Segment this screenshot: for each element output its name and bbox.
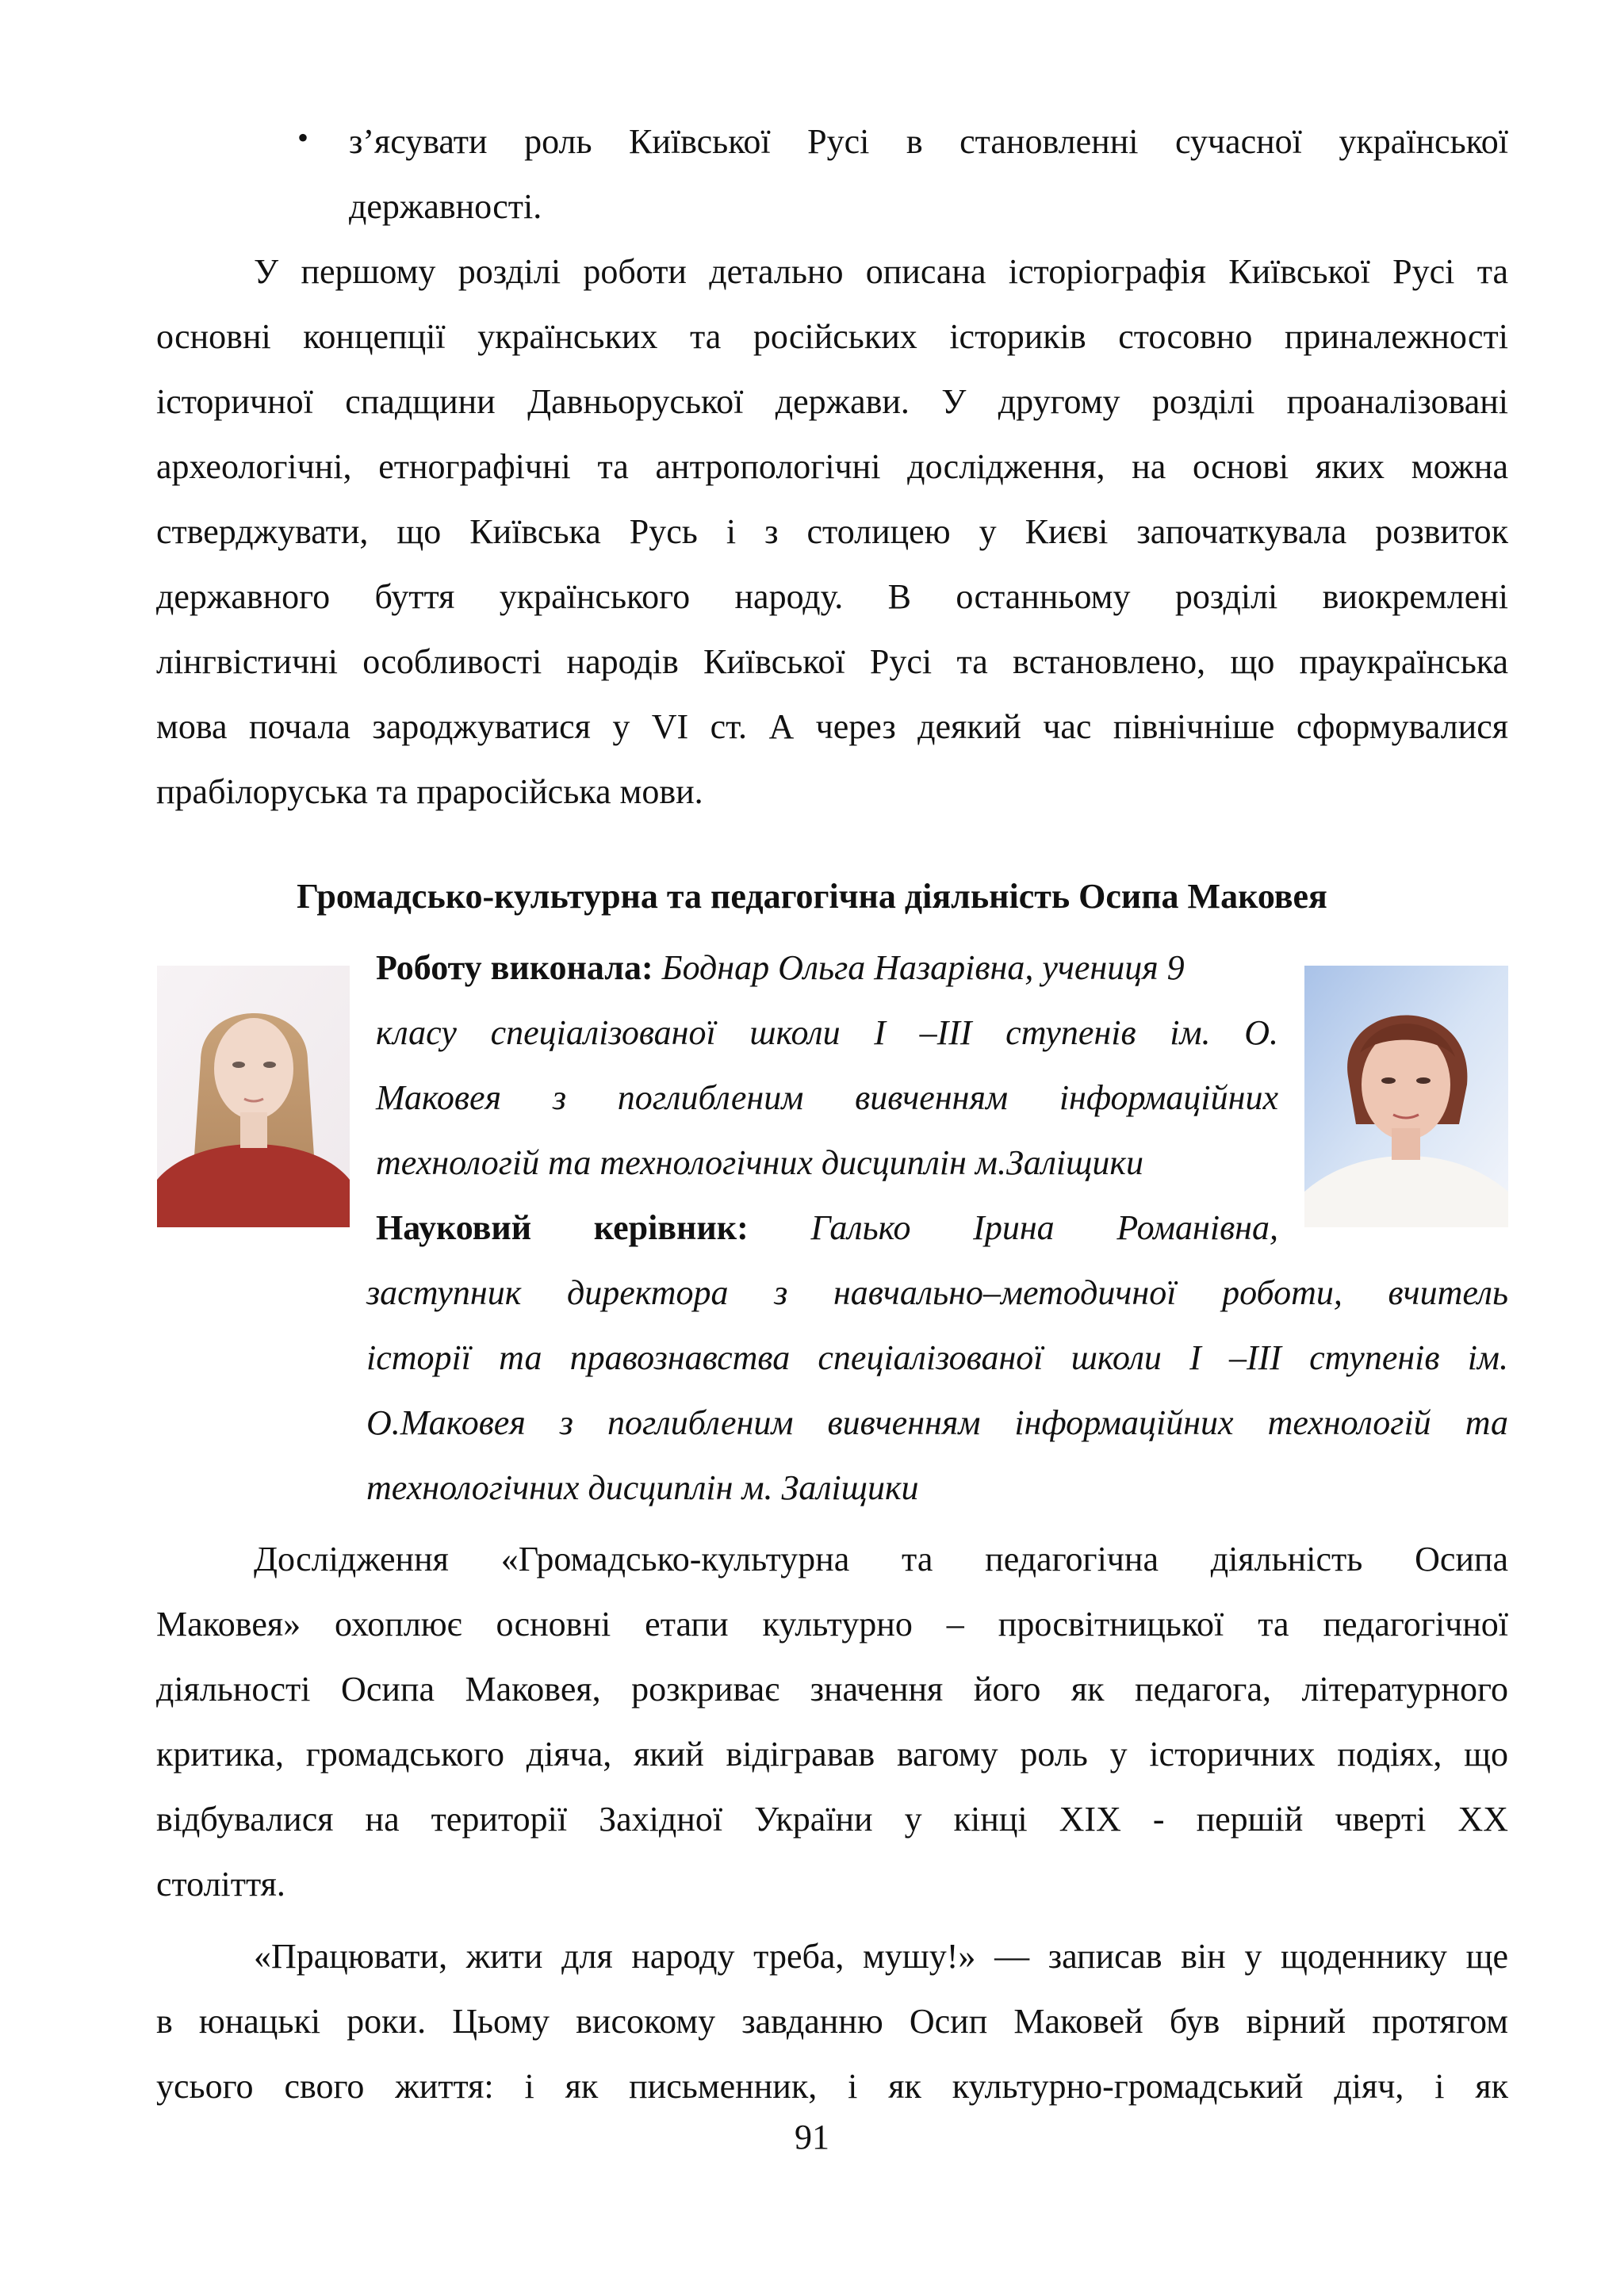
para1-line: історичної спадщини Давньоруської держави. У другому розділі проаналізовані [156, 382, 1508, 421]
paragraph-2 [156, 1527, 1508, 1917]
para1-line: лінгвістичні особливості народів Київської Русі та встановлено, що праукраїнська [156, 642, 1508, 681]
para1-line: мова почала зароджуватися у VI ст. А через деякий час північніше сформувалися [156, 707, 1508, 746]
para2-line: діяльності Осипа Маковея, розкриває значення його як педагога, літературного [156, 1670, 1508, 1709]
supervisor-line-5: технологічних дисциплін м. Заліщики [366, 1468, 919, 1507]
paragraph-1 [156, 239, 1508, 825]
para3-line: «Працювати, жити для народу треба, мушу!» — записав він у щоденнику ще [254, 1937, 1508, 1976]
para1-line: археологічні, етнографічні та антропологічні дослідження, на основі яких можна [156, 447, 1508, 486]
author-label: Роботу виконала: [376, 948, 653, 987]
supervisor-name: Галько Ірина Романівна, [810, 1208, 1279, 1247]
para2-line: Дослідження «Громадсько-культурна та педагогічна діяльність Осипа [254, 1540, 1508, 1578]
para3-line: усього свого життя: і як письменник, і як культурно-громадський діяч, і як [156, 2067, 1508, 2106]
para2-line: критика, громадського діяча, який відігравав вагому роль у історичних подіях, що [156, 1735, 1508, 1774]
para1-line: прабілоруська та праросійська мови. [156, 772, 703, 811]
supervisor-label: Науковий керівник: [376, 1208, 749, 1247]
para2-line: Маковея» охоплює основні етапи культурно – просвітницької та педагогічної [156, 1605, 1508, 1644]
supervisor-label-line [376, 1196, 1278, 1261]
page-number: 91 [795, 2118, 829, 2156]
supervisor-line-3: історії та правознавства спеціалізованої школи І –ІІІ ступенів ім. [366, 1338, 1508, 1377]
section-heading: Громадсько-культурна та педагогічна діяльність Осипа Маковея [297, 877, 1327, 916]
bullet-icon: • [297, 120, 309, 155]
author-line-1 [376, 936, 1278, 1001]
author-line-4: технологій та технологічних дисциплін м.Заліщики [376, 1143, 1143, 1182]
para3-line: в юнацькі роки. Цьому високому завданню Осип Маковей був вірний протягом [156, 2002, 1508, 2041]
bullet-line-1: з’ясувати роль Київської Русі в становленні сучасної української [349, 122, 1508, 161]
supervisor-line-1 [376, 1196, 1278, 1261]
para1-line: стверджувати, що Київська Русь і з столицею у Києві започаткувала розвиток [156, 512, 1508, 551]
para2-line: відбувалися на території Західної України у кінці ХІХ - першій чверті ХХ [156, 1800, 1508, 1839]
para1-line: основні концепції українських та російських істориків стосовно приналежності [156, 317, 1508, 356]
para2-line: століття. [156, 1865, 285, 1904]
para1-line: У першому розділі роботи детально описана історіографія Київської Русі та [254, 252, 1508, 291]
author-block [376, 936, 1278, 1196]
bullet-text [349, 109, 1508, 239]
student-photo [157, 966, 350, 1227]
supervisor-block [366, 1261, 1508, 1521]
author-name: Боднар Ольга Назарівна, учениця 9 [661, 948, 1185, 987]
author-line-3: Маковея з поглибленим вивченням інформаційних [376, 1078, 1278, 1117]
supervisor-photo [1304, 966, 1508, 1227]
supervisor-line-2: заступник директора з навчально–методичної роботи, вчитель [366, 1273, 1508, 1312]
author-line-2: класу спеціалізованої школи І –ІІІ ступенів ім. О. [376, 1013, 1278, 1052]
supervisor-line-4: О.Маковея з поглибленим вивченням інформаційних технологій та [366, 1403, 1508, 1442]
paragraph-3 [156, 1924, 1508, 2119]
para1-line: державного буття українського народу. В останньому розділі виокремлені [156, 577, 1508, 616]
bullet-line-2: державності. [349, 187, 542, 226]
